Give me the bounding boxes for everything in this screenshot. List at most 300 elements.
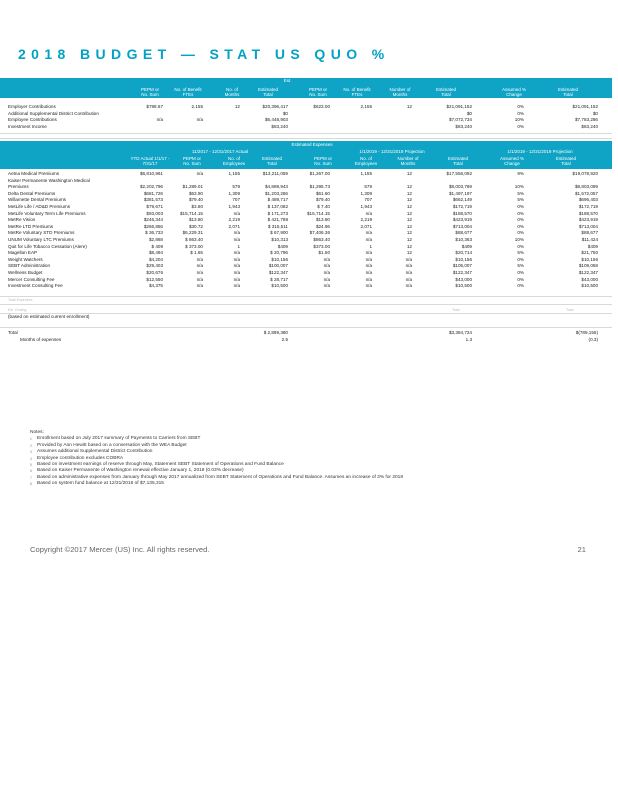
cell: $43,000 <box>455 276 472 282</box>
cell: 1 <box>369 243 372 249</box>
cell: $93,003 <box>146 210 163 216</box>
table-row <box>0 204 612 211</box>
cell: 707 <box>364 197 372 203</box>
cell: n/a <box>405 276 412 282</box>
cell: 0% <box>517 123 524 129</box>
row-label: Additional Supplemental District Contribution <box>8 110 99 116</box>
cell: n/a <box>196 117 203 123</box>
faint-label: Total <box>566 308 574 312</box>
cell: 1.3 <box>465 336 472 342</box>
cell: 5% <box>517 263 524 269</box>
cell: $188,570 <box>452 210 472 216</box>
cell: n/a <box>405 269 412 275</box>
table-row <box>0 191 612 198</box>
cell: 1 <box>237 243 240 249</box>
note-marker: 1 <box>30 437 32 442</box>
row-label: Weight Watchers <box>8 256 43 262</box>
cell: $13.80 <box>315 217 330 223</box>
cell: 0% <box>517 223 524 229</box>
row-label: SEBT Administration <box>8 263 51 269</box>
cell: 0% <box>517 276 524 282</box>
cell: $1,497,197 <box>449 190 472 196</box>
row-label: Aetna Medical Premiums <box>8 171 60 176</box>
note-marker: 4 <box>30 456 32 461</box>
cell: $88,677 <box>581 230 598 236</box>
cell: $863.40 <box>313 236 330 242</box>
cell: n/a <box>405 283 412 289</box>
cell: $7,072,734 <box>449 117 472 123</box>
row-label: MetLife Voluntary Term Life Premiums <box>8 210 86 216</box>
cell: n/a <box>156 117 163 123</box>
cell: $13,211,059 <box>262 171 288 176</box>
cell: 0% <box>517 110 524 116</box>
cell: n/a <box>233 236 240 242</box>
cell: 1,943 <box>228 203 240 209</box>
cell: $79,671 <box>146 203 163 209</box>
cell: 1,155 <box>228 171 240 176</box>
cell: 10% <box>514 117 524 123</box>
cell: $662,149 <box>452 197 472 203</box>
cell: 12 <box>406 250 412 256</box>
divider <box>0 133 612 134</box>
cell: 12 <box>406 190 412 196</box>
cell: $246,344 <box>143 217 163 223</box>
expense-col-header: YTD Actual 1/1/17 - 7/31/17 <box>130 156 170 166</box>
note-marker: 3 <box>30 450 32 455</box>
table-row <box>0 244 612 251</box>
revenue-header-top: Est <box>283 78 291 83</box>
cell: $11,424 <box>581 236 598 242</box>
divider <box>0 138 612 139</box>
cell: 707 <box>232 197 240 203</box>
row-label: Delta Dental Premiums <box>8 190 56 196</box>
cell: $ 863.40 <box>185 236 203 242</box>
cell: 9% <box>517 171 524 176</box>
cell: 12 <box>406 203 412 209</box>
cell: $122,347 <box>578 269 598 275</box>
cell: 2,155 <box>360 104 372 109</box>
cell: n/a <box>365 263 372 269</box>
cell: 12 <box>406 171 412 176</box>
table-row <box>0 217 612 224</box>
note-marker: 2 <box>30 443 32 448</box>
table-row <box>0 250 612 257</box>
cell: 12 <box>406 197 412 203</box>
table-row <box>0 270 612 277</box>
cell: $122,347 <box>268 269 288 275</box>
cell: 12 <box>406 223 412 229</box>
cell: n/a <box>365 230 372 236</box>
cell: 0% <box>517 243 524 249</box>
table-row <box>0 124 612 131</box>
cell: $ 28,717 <box>270 276 288 282</box>
cell: $696,403 <box>578 197 598 203</box>
cell: $6,810,961 <box>140 171 163 176</box>
cell: $0 <box>282 110 288 116</box>
cell: $83,240 <box>581 123 598 129</box>
cell: n/a <box>196 263 203 269</box>
cell: 10% <box>514 184 524 190</box>
row-label: Investment Consulting Fee <box>8 283 63 289</box>
cell: n/a <box>196 256 203 262</box>
cell: n/a <box>233 263 240 269</box>
row-label: Premiums <box>8 184 29 190</box>
revenue-col-header: No. of Months <box>224 87 240 97</box>
table-row <box>0 197 612 204</box>
table-row <box>0 111 612 118</box>
cell: $8,003,769 <box>449 184 472 190</box>
cell: n/a <box>365 269 372 275</box>
cell: $20,714 <box>455 250 472 256</box>
cell: $7,783,286 <box>575 117 598 123</box>
cell: $1,289.01 <box>182 184 203 190</box>
faint-label: Est. Ending <box>8 308 27 312</box>
note-text: Assumes additional Supplemental District Contribution <box>37 449 153 455</box>
copyright-text: Copyright ©2017 Mercer (US) Inc. All rights reserved. <box>30 545 210 554</box>
cell: $79.40 <box>315 197 330 203</box>
cell: $6,448,903 <box>265 117 288 123</box>
revenue-col-header: PEPM or No. Sum <box>308 87 327 97</box>
expense-group-header: 11/2017 - 12/31/2017 Actual <box>192 149 248 154</box>
cell: 12 <box>406 243 412 249</box>
cell: $681,726 <box>143 190 163 196</box>
cell: $2,202,796 <box>140 184 163 190</box>
cell: $409 <box>461 243 472 249</box>
cell: $1.50 <box>318 250 330 256</box>
cell: $373.00 <box>313 243 330 249</box>
cell: $10,500 <box>271 283 288 289</box>
table-row <box>0 224 612 231</box>
table-row <box>0 314 612 321</box>
cell: $10,500 <box>455 283 472 289</box>
expense-group-header: 1/1/2019 - 12/31/2019 Projection <box>507 149 573 154</box>
revenue-col-header: Number of Months <box>389 87 411 97</box>
page-title: 2018 BUDGET — STAT US QUO % <box>18 46 390 62</box>
expense-group-header: 1/1/2019 - 12/31/2019 Projection <box>359 149 425 154</box>
divider <box>0 304 612 305</box>
cell: $409 <box>277 243 288 249</box>
row-label: MetRe Voluntary STD Premiums <box>8 230 75 236</box>
cell: 2,071 <box>360 223 372 229</box>
cell: $30.72 <box>188 223 203 229</box>
cell: $20,676 <box>146 269 163 275</box>
row-label: Willamette Dental Premiums <box>8 197 66 203</box>
cell: $105,007 <box>452 263 472 269</box>
cell: 2,155 <box>191 104 203 109</box>
cell: n/a <box>196 283 203 289</box>
note-marker: 8 <box>30 482 32 487</box>
cell: n/a <box>405 263 412 269</box>
note-text: Employee contribution excludes COBRA <box>37 455 124 461</box>
cell: $8,494 <box>148 250 163 256</box>
cell: $ 421,788 <box>267 217 288 223</box>
note-item <box>30 481 590 487</box>
cell: $4,204 <box>148 256 163 262</box>
revenue-col-header: Estimated Total <box>435 87 456 97</box>
revenue-col-header: Estimated Total <box>257 87 278 97</box>
cell: 12 <box>406 230 412 236</box>
cell: $12,550 <box>146 276 163 282</box>
cell: 0% <box>517 256 524 262</box>
row-label: Magellan EAP <box>8 250 38 256</box>
row-label: Wellness Budget <box>8 269 43 275</box>
cell: $713,004 <box>452 223 472 229</box>
cell: $0 <box>466 110 472 116</box>
cell: n/a <box>233 256 240 262</box>
row-label: Total <box>8 330 18 335</box>
cell: 12 <box>406 236 412 242</box>
cell: 0% <box>517 104 524 109</box>
cell: $ 67,900 <box>270 230 288 236</box>
cell: $172,719 <box>452 203 472 209</box>
expense-col-header: No. of Employees <box>222 156 246 166</box>
cell: $10,156 <box>455 256 472 262</box>
expense-col-header: Estimated Total <box>555 156 576 166</box>
table-row <box>0 178 612 185</box>
page-footer <box>30 545 586 557</box>
cell: $20,396,417 <box>262 104 288 109</box>
enrollment-note-row <box>0 314 612 321</box>
note-text: Provided by Aon Hewitt based on a conversation with the WEA Budget <box>37 442 187 448</box>
cell: $ 489,717 <box>267 197 288 203</box>
cell: $4,889,943 <box>265 184 288 190</box>
cell: 2.5 <box>281 336 288 342</box>
note-text: Based on Kaiser Permanente of Washington renewal effective January 1, 2018 (0.03% decrease) <box>37 468 244 474</box>
cell: $ 171,273 <box>267 210 288 216</box>
cell: n/a <box>365 276 372 282</box>
cell: 10% <box>514 236 524 242</box>
faint-label: Total Expenses <box>8 298 33 302</box>
table-row <box>0 283 612 290</box>
cell: $100,007 <box>268 263 288 269</box>
revenue-col-header: Estimated Total <box>557 87 578 97</box>
cell: n/a <box>233 269 240 275</box>
row-label: MetRe LTD Premiums <box>8 223 54 229</box>
cell: $15,714.15 <box>180 210 203 216</box>
cell: n/a <box>233 210 240 216</box>
row-label: Employee Contributions <box>8 117 57 123</box>
cell: $10,156 <box>581 256 598 262</box>
row-label: Months of expenses <box>20 336 62 342</box>
cell: $ 137,082 <box>267 203 288 209</box>
cell: $188,570 <box>578 210 598 216</box>
cell: 579 <box>232 184 240 190</box>
cell: n/a <box>233 283 240 289</box>
cell: 0% <box>517 269 524 275</box>
cell: n/a <box>196 269 203 275</box>
cell: (0.3) <box>588 336 598 342</box>
cell: 12 <box>406 217 412 223</box>
row-label: Employer Contributions <box>8 104 56 109</box>
cell: $1,572,057 <box>575 190 598 196</box>
cell: n/a <box>233 230 240 236</box>
cell: $3.80 <box>191 203 203 209</box>
note-text: Based on system fund balance at 12/31/2016 of $7,135,315 <box>37 481 164 487</box>
cell: $(789,155) <box>575 330 598 335</box>
cell: $4,375 <box>148 283 163 289</box>
cell: n/a <box>323 283 330 289</box>
row-label: Investment Income <box>8 123 47 129</box>
expense-col-header: PEPM or No. Sum <box>182 156 201 166</box>
row-label: Mercer Consulting Fee <box>8 276 55 282</box>
table-row <box>0 230 612 237</box>
cell: $ 2,899,380 <box>263 330 288 335</box>
cell: $172,719 <box>578 203 598 209</box>
cell: 1,943 <box>360 203 372 209</box>
table-row <box>0 237 612 244</box>
cell: $8,803,099 <box>575 184 598 190</box>
cell: 0% <box>517 203 524 209</box>
cell: $21,091,152 <box>572 104 598 109</box>
table-row <box>0 104 612 111</box>
cell: 12 <box>406 104 412 109</box>
divider <box>0 296 612 297</box>
cell: $ 409 <box>151 243 163 249</box>
cell: $7,406.36 <box>309 230 330 236</box>
cell: n/a <box>323 256 330 262</box>
row-label: UNUM Voluntary LTC Premiums <box>8 236 74 242</box>
revenue-col-header: No. of Benefit FTEs <box>343 87 371 97</box>
cell: $ 36,733 <box>145 230 163 236</box>
cell: $713,004 <box>578 223 598 229</box>
cell: n/a <box>233 276 240 282</box>
expense-col-header: Number of Months <box>397 156 419 166</box>
cell: n/a <box>365 210 372 216</box>
cell: 12 <box>406 210 412 216</box>
cell: n/a <box>365 283 372 289</box>
table-row <box>0 263 612 270</box>
revenue-col-header: No. of Benefit FTEs <box>174 87 202 97</box>
cell: $13.80 <box>188 217 203 223</box>
cell: $15,714.15 <box>307 210 330 216</box>
cell: n/a <box>233 250 240 256</box>
cell: 1,155 <box>360 171 372 176</box>
expense-col-header: Estimated Total <box>261 156 282 166</box>
table-row <box>0 257 612 264</box>
cell: $24.96 <box>315 223 330 229</box>
cell: 2,219 <box>228 217 240 223</box>
cell: $43,000 <box>581 276 598 282</box>
row-label: MetRe Vision <box>8 217 36 223</box>
revenue-table <box>0 104 612 130</box>
cell: $ 373.00 <box>185 243 203 249</box>
notes <box>30 430 590 488</box>
expense-band-title: Estimated Expenses <box>291 142 333 147</box>
expense-table <box>0 171 612 290</box>
revenue-col-header: PEPM or No. Sum <box>140 87 159 97</box>
cell: 2,219 <box>360 217 372 223</box>
cell: 5% <box>517 250 524 256</box>
expense-col-header: No. of Employees <box>354 156 378 166</box>
cell: 0% <box>517 230 524 236</box>
cell: $0 <box>592 110 598 116</box>
cell: n/a <box>365 236 372 242</box>
enrollment-note: (based on estimated current enrollment) <box>8 314 90 319</box>
cell: $ 7.40 <box>317 203 330 209</box>
cell: 0% <box>517 217 524 223</box>
cell: n/a <box>323 276 330 282</box>
cell: $3,384,724 <box>449 330 472 335</box>
cell: $122,347 <box>452 269 472 275</box>
table-row <box>0 330 612 337</box>
row-label: MetLife Life / AD&D Premiums <box>8 203 71 209</box>
cell: $423,919 <box>578 217 598 223</box>
cell: n/a <box>365 250 372 256</box>
cell: 5% <box>517 197 524 203</box>
cell: $1,203,266 <box>265 190 288 196</box>
cell: $ 1.65 <box>190 250 203 256</box>
expense-header-band <box>0 141 612 169</box>
note-marker: 7 <box>30 475 32 480</box>
cell: $10,363 <box>455 236 472 242</box>
cell: $10,500 <box>581 283 598 289</box>
cell: $21,091,152 <box>446 104 472 109</box>
faint-label: Total <box>452 308 460 312</box>
cell: $63.90 <box>188 190 203 196</box>
notes-heading: Notes: <box>30 430 44 435</box>
cell: $88,677 <box>455 230 472 236</box>
cell: $2,868 <box>148 236 163 242</box>
summary-table <box>0 330 612 343</box>
revenue-header-band <box>0 78 612 98</box>
cell: 0% <box>517 210 524 216</box>
table-row <box>0 211 612 218</box>
cell: $381,573 <box>143 197 163 203</box>
cell: 579 <box>364 184 372 190</box>
page-number: 21 <box>577 545 586 554</box>
table-row <box>0 277 612 284</box>
cell: n/a <box>196 276 203 282</box>
table-row <box>0 117 612 124</box>
expense-col-header: Assumed % Change <box>499 156 524 166</box>
cell: $21,750 <box>581 250 598 256</box>
note-text: Enrollment based on July 2017 summary of Payments to Carriers from SEBT <box>37 436 201 442</box>
cell: $423,919 <box>452 217 472 223</box>
cell: $19,078,920 <box>572 171 598 176</box>
cell: 1,309 <box>360 190 372 196</box>
cell: 5% <box>517 190 524 196</box>
cell: $17,556,092 <box>446 171 472 176</box>
row-label: Quit for Life Tobacco Cessation (Alere) <box>8 243 87 249</box>
cell: $83,240 <box>455 123 472 129</box>
cell: n/a <box>365 256 372 262</box>
cell: $623.00 <box>313 104 330 109</box>
cell: 0% <box>517 283 524 289</box>
cell: 2,071 <box>228 223 240 229</box>
table-row <box>0 184 612 191</box>
revenue-col-header: Assumed % Change <box>501 87 526 97</box>
note-marker: 6 <box>30 469 32 474</box>
cell: $10,313 <box>271 236 288 242</box>
cell: n/a <box>196 171 203 176</box>
note-text: Based on administrative expenses from January through May 2017 annualized from SEBT Statement of Operations and Fund Balance. Assumes an increase of 3% for 2018 <box>37 474 404 480</box>
divider <box>0 327 612 328</box>
cell: $83,240 <box>271 123 288 129</box>
cell: 12 <box>406 184 412 190</box>
cell: $109,058 <box>578 263 598 269</box>
cell: $ 20,796 <box>270 250 288 256</box>
cell: $1,295.73 <box>309 184 330 190</box>
cell: 1,309 <box>228 190 240 196</box>
cell: n/a <box>323 269 330 275</box>
row-label: Kaiser Permanente Washington Medical <box>8 177 90 183</box>
cell: $10,156 <box>271 256 288 262</box>
cell: $79.40 <box>188 197 203 203</box>
cell: $29,403 <box>146 263 163 269</box>
expense-col-header: Estimated Total <box>447 156 468 166</box>
cell: $266,856 <box>143 223 163 229</box>
table-row <box>0 337 612 344</box>
